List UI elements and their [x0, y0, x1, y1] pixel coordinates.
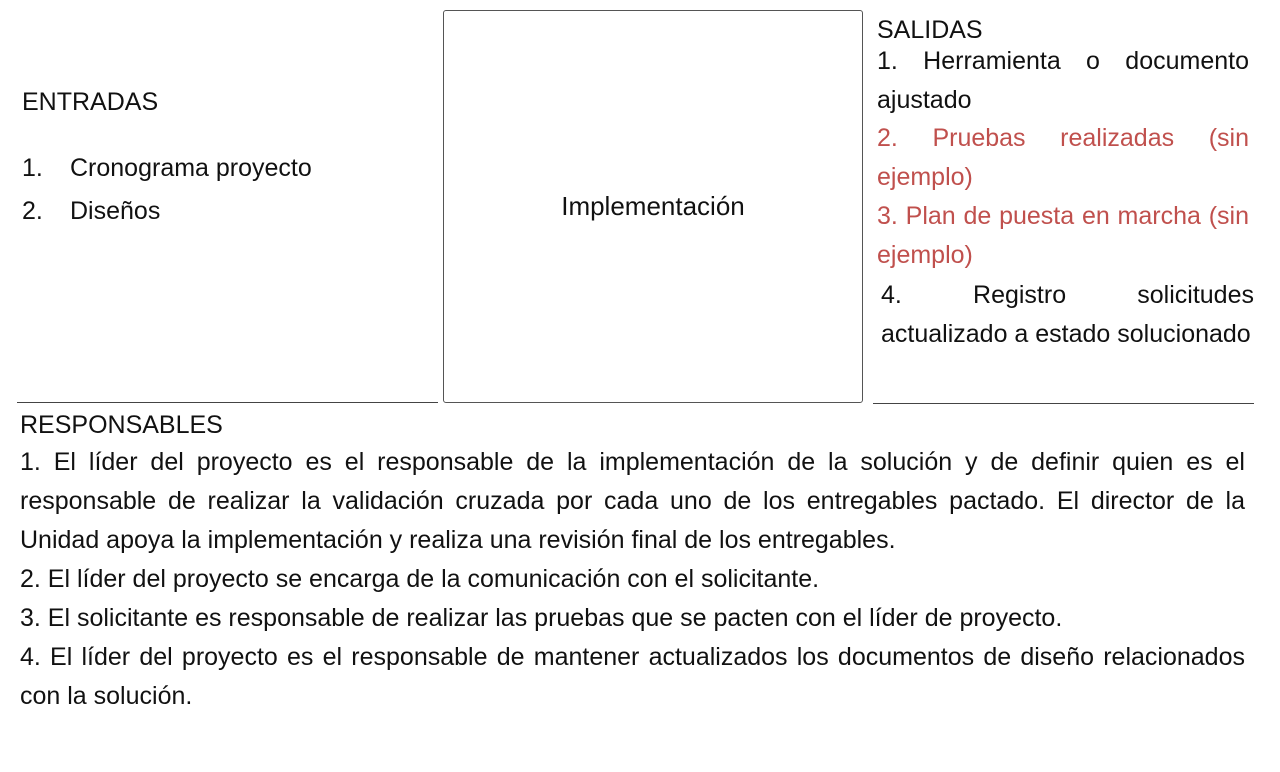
salidas-item: 2. Pruebas realizadas (sin ejemplo)	[877, 124, 1249, 191]
salidas-title: SALIDAS	[877, 16, 983, 44]
salidas-item: 3. Plan de puesta en marcha (sin ejemplo)	[877, 202, 1249, 269]
entradas-item-text: Diseños	[70, 197, 161, 225]
process-box	[443, 10, 863, 403]
responsables-section	[20, 407, 1245, 716]
entradas-panel	[17, 0, 438, 403]
responsables-item: 2. El líder del proyecto se encarga de la comunicación con el solicitante.	[20, 565, 820, 593]
process-label: Implementación	[561, 191, 745, 221]
entradas-item-text: Cronograma proyecto	[70, 154, 312, 182]
entradas-item	[22, 193, 312, 236]
salidas-panel	[873, 0, 1254, 404]
salidas-item: 4. Registro solicitudes actualizado a estado solucionado	[881, 281, 1254, 348]
responsables-item: 4. El líder del proyecto es el responsable de mantener actualizados los documentos de diseño relacionados con la solución.	[20, 643, 1245, 710]
salidas-item: 1. Herramienta o documento ajustado	[877, 47, 1249, 114]
entradas-list	[22, 150, 312, 236]
entradas-title: ENTRADAS	[22, 88, 159, 116]
responsables-title: RESPONSABLES	[20, 411, 223, 439]
responsables-item: 3. El solicitante es responsable de realizar las pruebas que se pacten con el líder de proyecto.	[20, 604, 1063, 632]
responsables-item: 1. El líder del proyecto es el responsable de la implementación de la solución y de definir quien es el responsable de realizar la validación cruzada por cada uno de los entregables pactado. El director de la Unidad apoya la implementación y realiza una revisión final de los entregables.	[20, 448, 1245, 554]
entradas-item-number: 1.	[22, 154, 43, 182]
entradas-item-number: 2.	[22, 197, 43, 225]
entradas-item	[22, 150, 312, 193]
